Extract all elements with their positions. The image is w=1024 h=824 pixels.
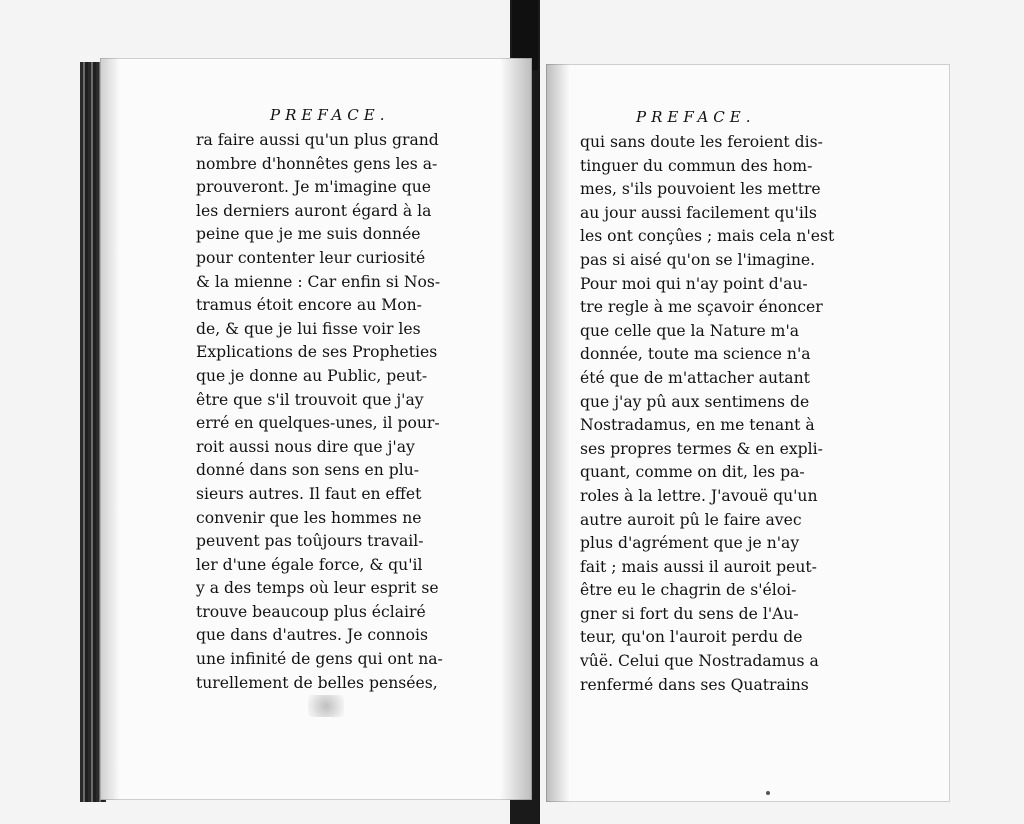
text-line: roit aussi nous dire que j'ay	[196, 437, 415, 456]
left-page-edge-shadow	[100, 58, 120, 800]
right-page-header: PREFACE.	[636, 108, 756, 126]
left-page-gutter-shadow	[500, 58, 532, 800]
text-line: être eu le chagrin de s'éloi-	[580, 581, 797, 600]
text-line: qui sans doute les feroient dis-	[580, 133, 823, 151]
left-page-text	[196, 129, 496, 695]
text-line: tre regle à me sçavoir énoncer	[580, 298, 823, 317]
text-line: ra faire aussi qu'un plus grand	[196, 131, 439, 149]
text-line: y a des temps où leur esprit se	[196, 579, 439, 598]
text-line: donné dans son sens en plu-	[196, 461, 420, 480]
ink-dot	[766, 791, 770, 795]
text-line: roles à la lettre. J'avouë qu'un	[580, 486, 818, 505]
text-line: prouveront. Je m'imagine que	[196, 178, 432, 197]
text-line: peine que je me suis donnée	[196, 225, 421, 244]
text-line: sieurs autres. Il faut en effet	[196, 484, 422, 503]
text-line: les derniers auront égard à la	[196, 201, 432, 220]
text-line: Nostradamus, en me tenant à	[580, 416, 815, 435]
text-line: renfermé dans ses Quatrains	[580, 675, 809, 694]
text-line: Pour moi qui n'ay point d'au-	[580, 274, 808, 293]
text-line: été que de m'attacher autant	[580, 368, 810, 387]
text-line: donnée, toute ma science n'a	[580, 345, 811, 364]
text-line: que celle que la Nature m'a	[580, 321, 800, 340]
text-line: turellement de belles pensées,	[196, 673, 438, 692]
text-line: de, & que je lui fisse voir les	[196, 319, 421, 338]
text-line: tinguer du commun des hom-	[580, 156, 813, 175]
text-line: ler d'une égale force, & qu'il	[196, 555, 423, 574]
text-line: que j'ay pû aux sentimens de	[580, 392, 810, 411]
text-line: Explications de ses Propheties	[196, 343, 438, 362]
text-line: plus d'agrément que je n'ay	[580, 534, 800, 553]
text-line: tramus étoit encore au Mon-	[196, 296, 422, 315]
text-line: que je donne au Public, peut-	[196, 366, 428, 385]
text-line: pour contenter leur curiosité	[196, 248, 426, 267]
text-line: pas si aisé qu'on se l'imagine.	[580, 250, 816, 269]
text-line: convenir que les hommes ne	[196, 508, 422, 527]
right-page-gutter-shadow	[546, 64, 570, 802]
text-line: ses propres termes & en expli-	[580, 439, 823, 458]
left-page-header: PREFACE.	[270, 106, 390, 124]
text-line: autre auroit pû le faire avec	[580, 510, 802, 529]
text-line: au jour aussi facilement qu'ils	[580, 203, 817, 222]
text-line: & la mienne : Car enfin si Nos-	[196, 272, 441, 291]
text-line: erré en quelques-unes, il pour-	[196, 414, 440, 433]
text-line: être que s'il trouvoit que j'ay	[196, 390, 424, 409]
text-line: les ont conçûes ; mais cela n'est	[580, 227, 835, 246]
text-line: teur, qu'on l'auroit perdu de	[580, 628, 803, 647]
text-line: peuvent pas toûjours travail-	[196, 532, 424, 551]
text-line: mes, s'ils pouvoient les mettre	[580, 180, 821, 199]
text-line: quant, comme on dit, les pa-	[580, 463, 805, 482]
text-line: fait ; mais aussi il auroit peut-	[580, 557, 817, 576]
text-line: que dans d'autres. Je connois	[196, 626, 428, 645]
right-page-text	[580, 131, 872, 697]
text-line: vûë. Celui que Nostradamus a	[580, 652, 819, 671]
ink-smudge	[308, 695, 344, 717]
text-line: trouve beaucoup plus éclairé	[196, 602, 426, 621]
text-line: une infinité de gens qui ont na-	[196, 650, 443, 669]
text-line: nombre d'honnêtes gens les a-	[196, 154, 438, 173]
text-line: gner si fort du sens de l'Au-	[580, 604, 799, 623]
